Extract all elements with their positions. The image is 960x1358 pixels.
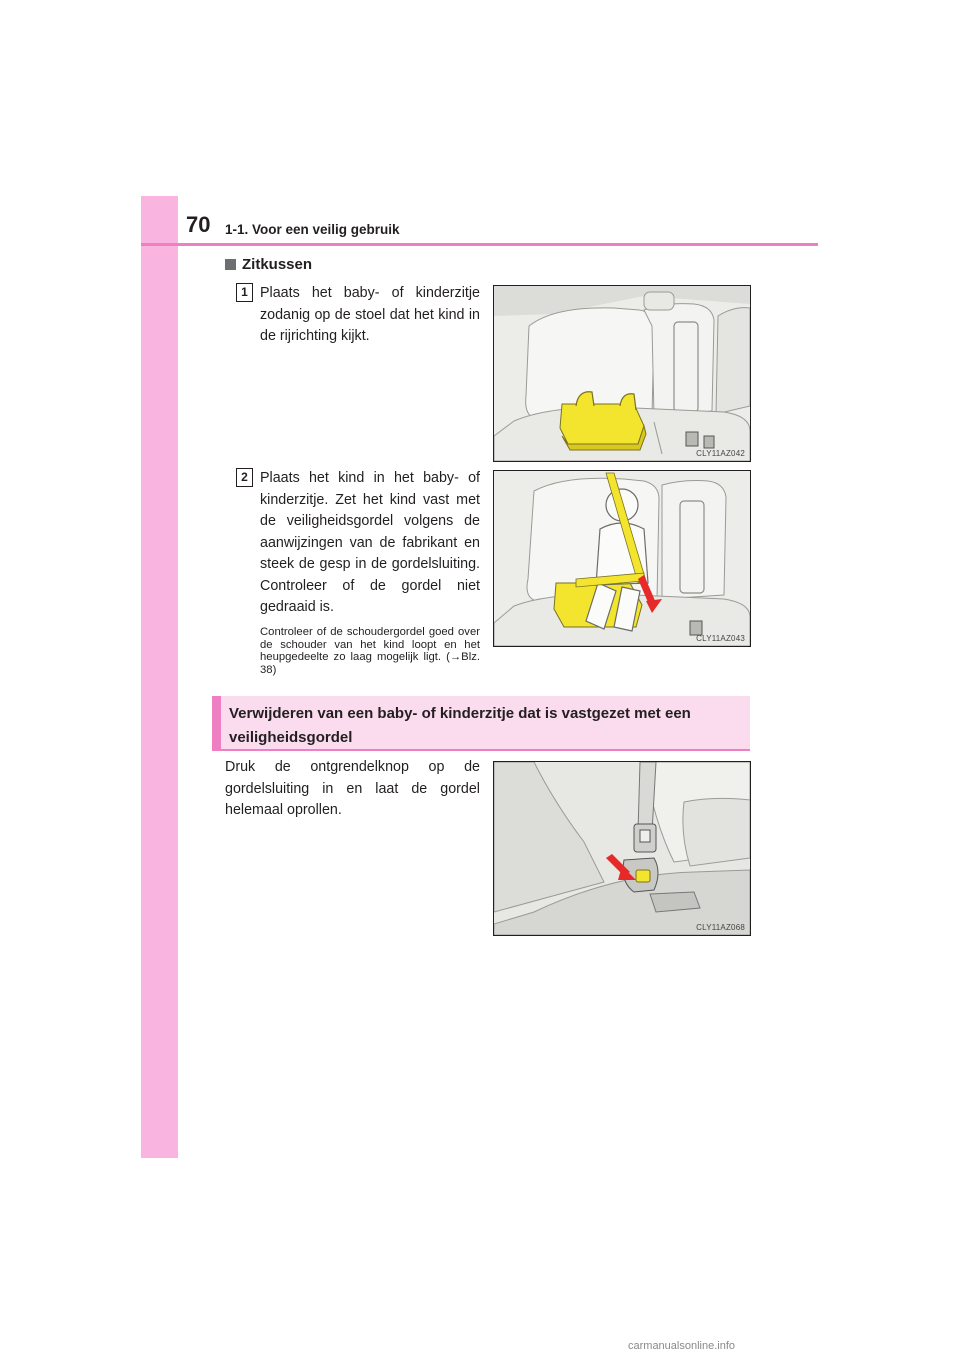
section-banner [212,696,750,750]
header-divider [141,243,818,246]
figure-code: CLY11AZ068 [696,923,745,932]
subsection-heading [225,256,312,273]
removal-text: Druk de ontgrendelknop op de gordelsluiting in en laat de gordel helemaal oprollen. [225,759,480,818]
step-2-badge: 2 [236,468,253,487]
figure-belt-release [493,761,751,936]
figure-child-in-booster [493,470,751,647]
section-banner-title: Verwijderen van een baby- of kinderzitje dat is vastgezet met een veiligheidsgordel [229,705,691,746]
figure-code: CLY11AZ042 [696,449,745,458]
watermark: carmanualsonline.info [628,1340,736,1352]
figure-booster-cushion [493,285,751,462]
page-number: 70 [186,212,211,237]
step-2-text: Plaats het kind in het baby- of kinderzitje. Zet het kind vast met de veiligheidsgordel volgens de aanwijzingen van de fabrikant en steek de gesp in de gordelsluiting. Controleer of de gordel niet gedraaid is. [260,470,480,615]
step-1-text: Plaats het baby- of kinderzitje zodanig op de stoel dat het kind in de rijrichting kijkt. [260,285,480,344]
section-title: 1-1. Voor een veilig gebruik [225,222,400,237]
square-bullet-icon [225,259,236,270]
figure-code: CLY11AZ043 [696,634,745,643]
subsection-title: Zitkussen [242,256,313,273]
step-1-badge: 1 [236,283,253,302]
step-2-note: Controleer of de schoudergordel goed over de schouder van het kind loopt en het heupgedeelte zo laag mogelijk ligt. (→Blz. 38) [260,626,480,676]
pink-side-tab [141,196,178,1158]
banner-underline [212,749,750,751]
